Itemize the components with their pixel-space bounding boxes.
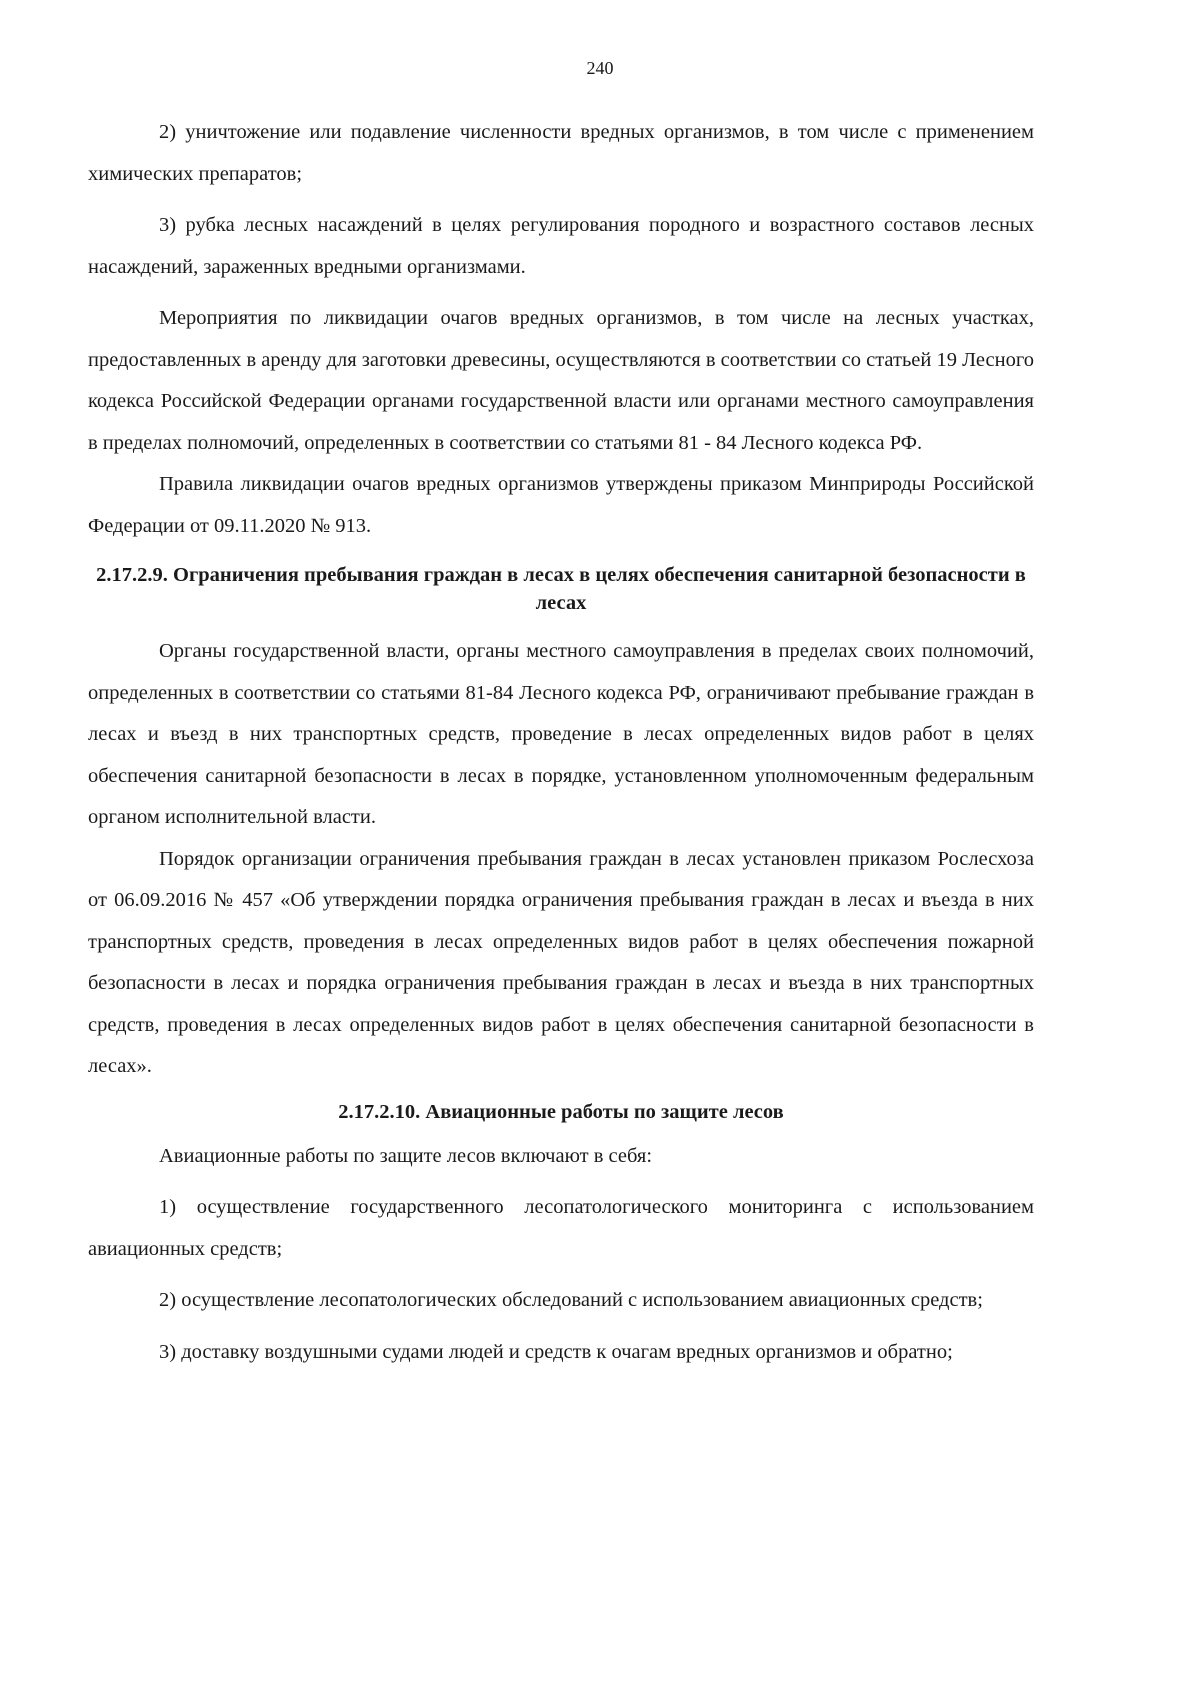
paragraph-order: Порядок организации ограничения пребывания граждан в лесах установлен приказом Рослесхоза от 06.09.2016 № 457 «Об утверждении порядка ограничения пребывания граждан в лесах и въезда в них транспортных средств, проведения в лесах определенных видов работ в целях обеспечения пожарной безопасности в лесах и порядка ограничения пребывания граждан в лесах и въезда в них транспортных средств, проведения в лесах определенных видов работ в целях обеспечения санитарной безопасности в лесах».	[88, 847, 1034, 1077]
paragraph-measures: Мероприятия по ликвидации очагов вредных организмов, в том числе на лесных участках, предоставленных в аренду для заготовки древесины, осуществляются в соответствии со статьей 19 Лесного кодекса Российской Федерации органами государственной власти или органами местного самоуправления в пределах полномочий, определенных в соответствии со статьями 81 - 84 Лесного кодекса РФ.	[88, 307, 1034, 454]
paragraph-aviation-item-2: 2) осуществление лесопатологических обследований с использованием авиационных средств;	[159, 1289, 983, 1311]
paragraph-aviation-item-3: 3) доставку воздушными судами людей и средств к очагам вредных организмов и обратно;	[159, 1340, 953, 1363]
section-heading-2-17-2-9: 2.17.2.9. Ограничения пребывания граждан в лесах в целях обеспечения санитарной безопасности в лесах	[96, 564, 1026, 614]
paragraph-item-3: 3) рубка лесных насаждений в целях регулирования породного и возрастного составов лесных насаждений, зараженных вредными организмами.	[88, 214, 1034, 278]
section-heading-2-17-2-10: 2.17.2.10. Авиационные работы по защите лесов	[338, 1100, 784, 1123]
page-content	[88, 112, 1034, 1373]
paragraph-authorities: Органы государственной власти, органы местного самоуправления в пределах своих полномочий, определенных в соответствии со статьями 81-84 Лесного кодекса РФ, ограничивают пребывание граждан в лесах и въезд в них транспортных средств, проведение в лесах определенных видов работ в целях обеспечения санитарной безопасности в лесах в порядке, установленном уполномоченным федеральным органом исполнительной власти.	[88, 640, 1034, 828]
paragraph-item-2: 2) уничтожение или подавление численности вредных организмов, в том числе с применением химических препаратов;	[88, 121, 1034, 185]
paragraph-aviation-intro: Авиационные работы по защите лесов включают в себя:	[159, 1144, 653, 1167]
paragraph-rules: Правила ликвидации очагов вредных организмов утверждены приказом Минприроды Российской Федерации от 09.11.2020 № 913.	[88, 473, 1034, 537]
page-number: 240	[586, 58, 614, 78]
paragraph-aviation-item-1: 1) осуществление государственного лесопатологического мониторинга с использованием авиационных средств;	[88, 1196, 1034, 1260]
